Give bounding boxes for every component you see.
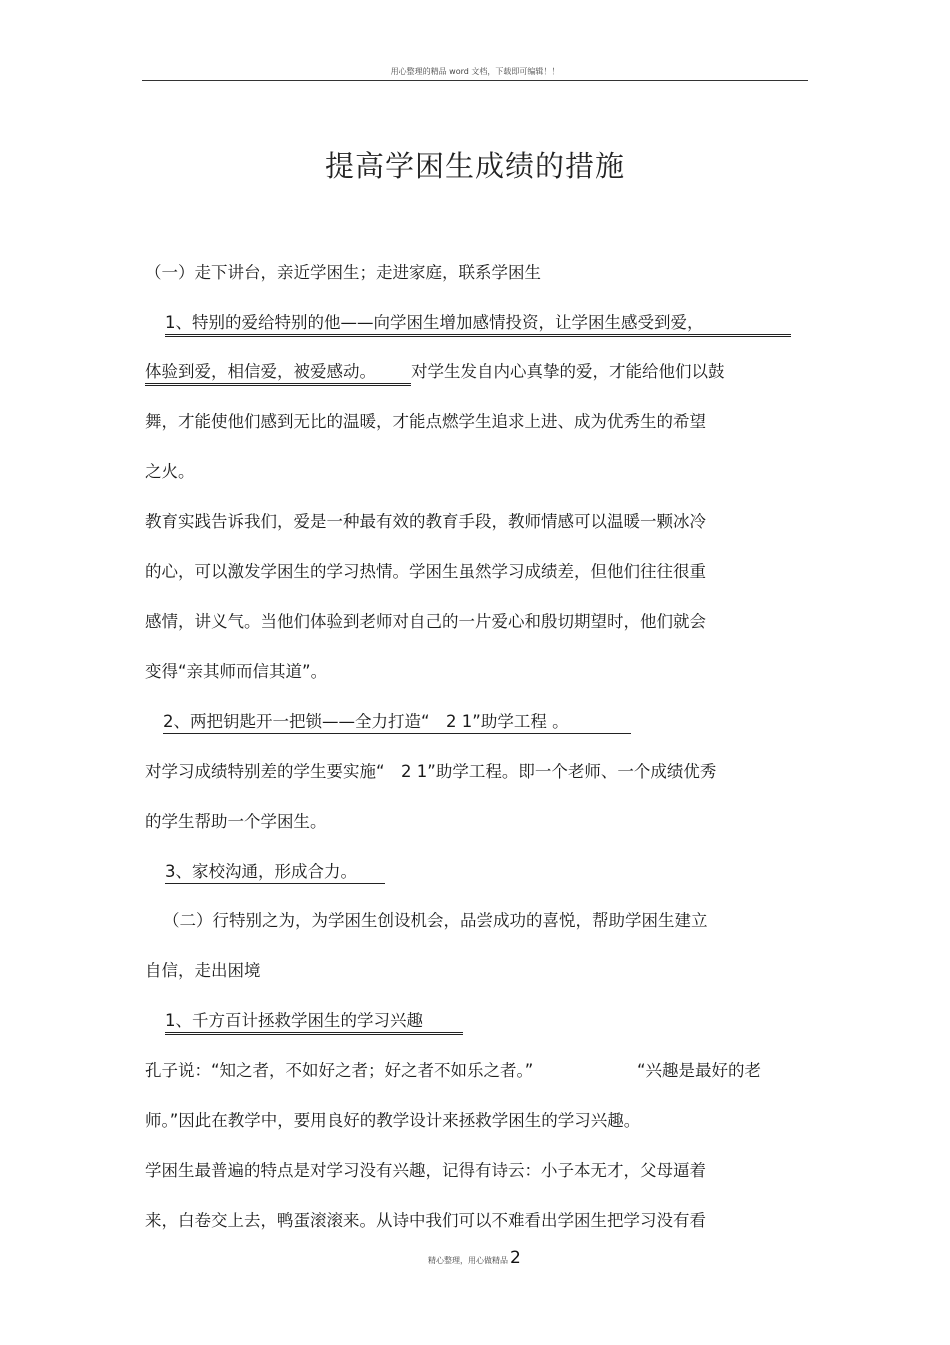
item1-line2-rest: 对学生发自内心真挚的爱，才能给他们以鼓 [411,362,725,381]
para2-line1: 学困生最普遍的特点是对学习没有兴趣，记得有诗云：小子本无才，父母逼着 [145,1161,706,1180]
item2-line1: 对学习成绩特别差的学生要实施“ 2 1”助学工程。即一个老师、一个成绩优秀 [145,762,717,781]
item1-line2 [145,358,725,386]
item1-line4: 之火。 [145,462,195,481]
section2-line2: 自信，走出困境 [145,961,261,980]
item3-heading-wrap [165,858,385,884]
sub1-heading-wrap [165,1007,463,1035]
para1-line4: 变得“亲其师而信其道”。 [145,662,328,681]
page-footer: 精心整理，用心做精品 [428,1256,508,1265]
quote-line1b: “兴趣是最好的老 [637,1061,762,1080]
item2-line2: 的学生帮助一个学困生。 [145,812,327,831]
item1-heading [165,309,791,337]
header-divider [142,80,808,81]
document-title: 提高学困生成绩的措施 [324,149,625,183]
para1-line1: 教育实践告诉我们，爱是一种最有效的教育手段，教师情感可以温暖一颗冰冷 [145,512,706,531]
item3-heading: 3、家校沟通，形成合力。 [165,858,385,884]
para2-line2: 来，白卷交上去，鸭蛋滚滚来。从诗中我们可以不难看出学困生把学习没有看 [145,1211,706,1230]
page-number: 2 [510,1248,521,1268]
quote-line1a: 孔子说：“知之者，不如好之者；好之者不如乐之者。” [145,1061,534,1080]
item2-heading: 2、两把钥匙开一把锁——全力打造“ 2 1”助学工程 。 [163,708,631,734]
sub1-heading: 1、千方百计拯救学困生的学习兴趣 [165,1007,463,1035]
page-header: 用心整理的精品 word 文档，下载即可编辑！！ [390,67,560,76]
section1-heading: （一）走下讲台，亲近学困生；走进家庭，联系学困生 [145,263,541,282]
para1-line3: 感情，讲义气。当他们体验到老师对自己的一片爱心和殷切期望时，他们就会 [145,612,706,631]
item1-line1: 1、特别的爱给特别的他——向学困生增加感情投资，让学困生感受到爱， [165,309,791,337]
para1-line2: 的心，可以激发学困生的学习热情。学困生虽然学习成绩差，但他们往往很重 [145,562,706,581]
item1-line3: 舞，才能使他们感到无比的温暖，才能点燃学生追求上进、成为优秀生的希望 [145,412,706,431]
section2-line1: （二）行特别之为，为学困生创设机会，品尝成功的喜悦，帮助学困生建立 [163,911,708,930]
item2-heading-wrap [163,708,631,734]
quote-line2: 师。”因此在教学中，要用良好的教学设计来拯救学困生的学习兴趣。 [145,1111,641,1130]
item1-line2-underlined: 体验到爱，相信爱，被爱感动。 [145,358,411,386]
